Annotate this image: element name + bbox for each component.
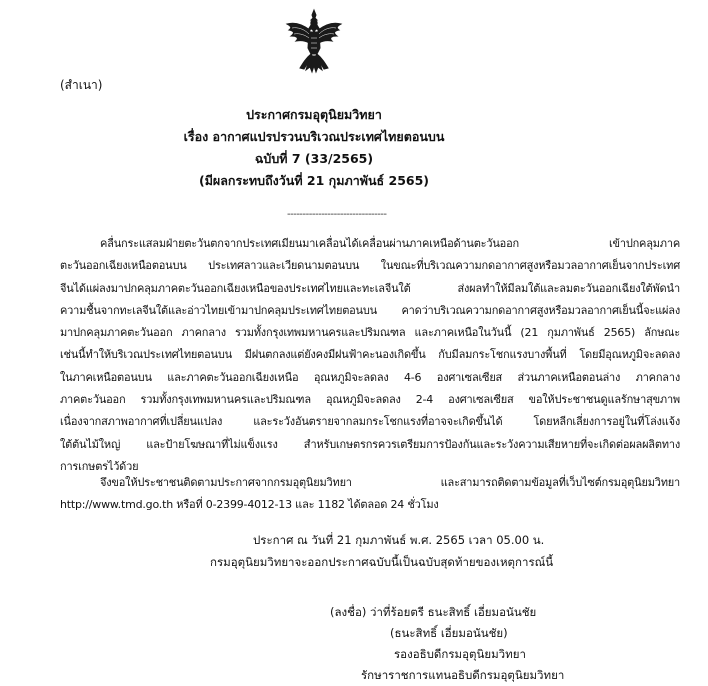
- paragraph-line: จึงขอให้ประชาชนติดตามประกาศจากกรมอุตุนิยมวิทยา และสามารถติดตามข้อมูลที่เว็บไซต์กรมอุตุนิยมวิทยา: [100, 476, 680, 489]
- paragraph-line: คลื่นกระแสลมฝ่ายตะวันตกจากประเทศเมียนมาเคลื่อนได้เคลื่อนผ่านภาคเหนือด้านตะวันออก เข้าปกคลุมภาค: [100, 237, 680, 250]
- issue-number: ฉบับที่ 7 (33/2565): [254, 151, 374, 166]
- paragraph-line: ใต้ต้นไม้ใหญ่ และป้ายโฆษณาที่ไม่แข็งแรง สำหรับเกษตรกรควรเตรียมการป้องกันและระวังความเสียหายที่จะเกิดต่อผลผลิตทาง: [60, 437, 680, 451]
- signer-acting-role: รักษาราชการแทนอธิบดีกรมอุตุนิยมวิทยา: [361, 668, 565, 682]
- announced-datetime: ประกาศ ณ วันที่ 21 กุมภาพันธ์ พ.ศ. 2565 เวลา 05.00 น.: [253, 533, 545, 547]
- body-paragraph-1: [60, 233, 680, 478]
- paragraph-line: http://www.tmd.go.th หรือที่ 0-2399-4012-13 และ 1182 ได้ตลอด 24 ชั่วโมง: [60, 498, 439, 512]
- header-separator: --------------------------------: [287, 209, 387, 220]
- paragraph-line: มาปกคลุมภาคตะวันออก ภาคกลาง รวมทั้งกรุงเทพมหานครและปริมณฑล และภาคเหนือในวันนี้ (21 กุมภาพันธ์ 2565) ลักษณะ: [60, 326, 680, 340]
- paragraph-line: ความชื้นจากทะเลจีนใต้และอ่าวไทยเข้ามาปกคลุมประเทศไทยตอนบน คาดว่าบริเวณความกดอากาศสูงหรือมวลอากาศเย็นนี้จะแผ่ลง: [60, 303, 680, 317]
- body-paragraph-2: [60, 472, 680, 517]
- copy-label: (สำเนา): [60, 78, 103, 92]
- paragraph-line: ในภาคเหนือตอนบน และภาคตะวันออกเฉียงเหนือ อุณหภูมิจะลดลง 4-6 องศาเซลเซียส ส่วนภาคเหนือตอนล่าง ภาคกลาง: [60, 370, 680, 384]
- signer-name: (ธนะสิทธิ์ เอี่ยมอนันชัย): [390, 626, 508, 640]
- paragraph-line: เนื่องจากสภาพอากาศที่เปลี่ยนแปลง และระวังอันตรายจากลมกระโชกแรงที่อาจจะเกิดขึ้นได้ โดยหลีกเลี่ยงการอยู่ในที่โล่งแจ้ง: [60, 415, 680, 429]
- paragraph-line: เช่นนี้ทำให้บริเวณประเทศไทยตอนบน มีฝนตกลงแต่ยังคงมีฝนฟ้าคะนองเกิดขึ้น กับมีลมกระโชกแรงบางพื้นที่ โดยมีอุณหภูมิจะลดลง: [60, 348, 680, 362]
- paragraph-line: จีนได้แผ่ลงมาปกคลุมภาคตะวันออกเฉียงเหนือของประเทศไทยและทะเลจีนใต้ ส่งผลทำให้มีลมใต้และลมตะวันออกเฉียงใต้พัดนำ: [60, 281, 680, 295]
- agency-title: ประกาศกรมอุตุนิยมวิทยา: [246, 107, 382, 122]
- announcement-header: [0, 104, 628, 192]
- signer-position: รองอธิบดีกรมอุตุนิยมวิทยา: [394, 647, 526, 661]
- final-note: กรมอุตุนิยมวิทยาจะออกประกาศฉบับนี้เป็นฉบับสุดท้ายของเหตุการณ์นี้: [210, 555, 554, 569]
- paragraph-line: ภาคตะวันออก รวมทั้งกรุงเทพมหานครและปริมณฑล อุณหภูมิจะลดลง 2-4 องศาเซลเซียส ขอให้ประชาชนดูแลรักษาสุขภาพ: [60, 393, 680, 407]
- paragraph-line: การเกษตรไว้ด้วย: [60, 459, 139, 473]
- signature-block: [330, 602, 564, 686]
- announcement-signoff: [210, 529, 553, 573]
- paragraph-line: ตะวันออกเฉียงเหนือตอนบน ประเทศลาวและเวียดนามตอนบน ในขณะที่บริเวณความกดอากาศสูงหรือมวลอากาศเย็นจากประเทศ: [60, 259, 680, 273]
- garuda-emblem-icon: [284, 8, 344, 74]
- effective-date: (มีผลกระทบถึงวันที่ 21 กุมภาพันธ์ 2565): [198, 173, 430, 188]
- subject-line: เรื่อง อากาศแปรปรวนบริเวณประเทศไทยตอนบน: [183, 129, 445, 144]
- signed-line: (ลงชื่อ) ว่าที่ร้อยตรี ธนะสิทธิ์ เอี่ยมอนันชัย: [330, 605, 537, 619]
